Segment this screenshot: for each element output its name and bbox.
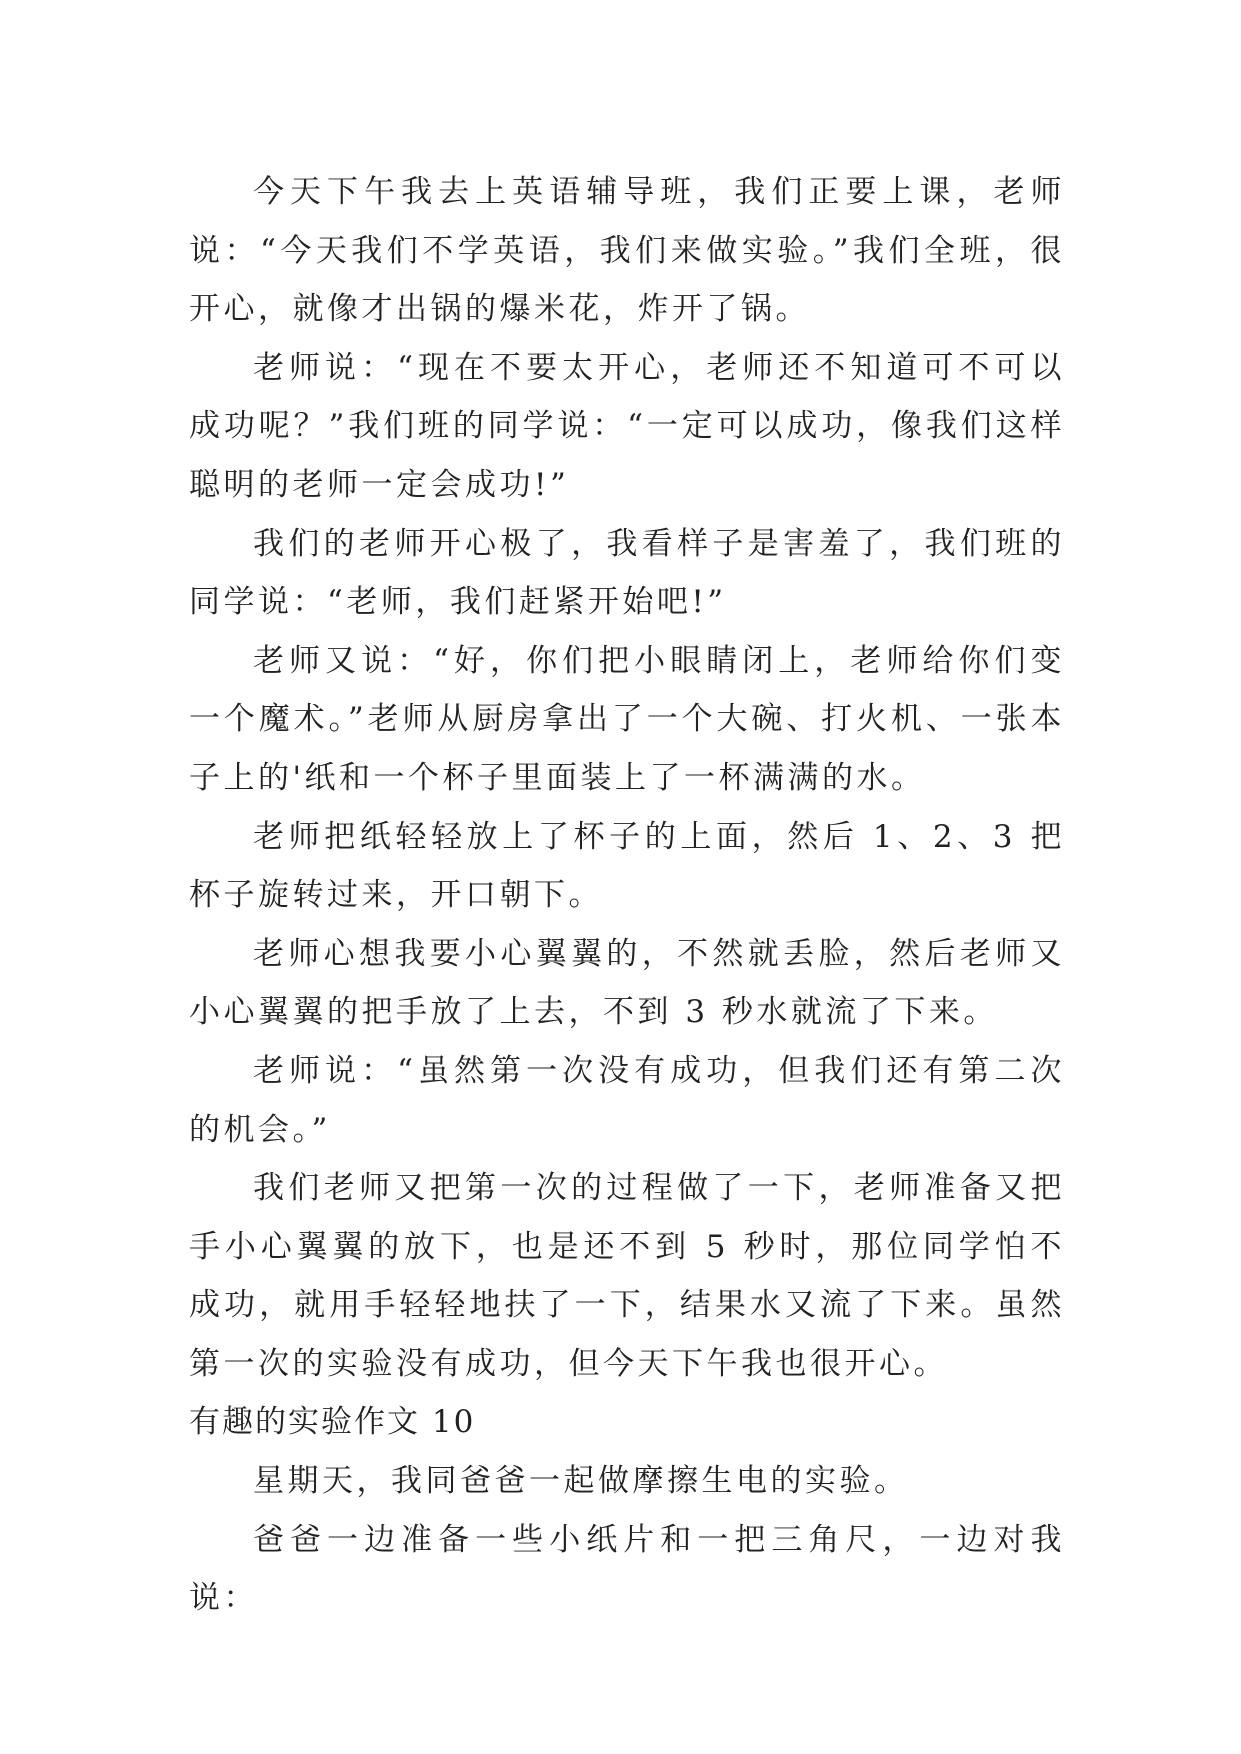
paragraph-4: 老师又说：“好，你们把小眼睛闭上，老师给你们变一个魔术。”老师从厨房拿出了一个大碗、打火机、一张本子上的'纸和一个杯子里面装上了一杯满满的水。 (189, 642, 1065, 796)
paragraph-7: 老师说：“虽然第一次没有成功，但我们还有第二次的机会。” (189, 1052, 1065, 1148)
document-body (189, 163, 1065, 1628)
paragraph-6: 老师心想我要小心翼翼的，不然就丢脸，然后老师又小心翼翼的把手放了上去，不到 3 秒水就流了下来。 (189, 935, 1065, 1031)
paragraph-5: 老师把纸轻轻放上了杯子的上面，然后 1、2、3 把杯子旋转过来，开口朝下。 (189, 818, 1065, 914)
paragraph-8: 我们老师又把第一次的过程做了一下，老师准备又把手小心翼翼的放下，也是还不到 5 秒时，那位同学怕不成功，就用手轻轻地扶了一下，结果水又流了下来。虽然第一次的实验没有成功，但今天下午我也很开心。 (189, 1170, 1065, 1382)
section-heading: 有趣的实验作文 10 (189, 1404, 476, 1441)
paragraph-1: 今天下午我去上英语辅导班，我们正要上课，老师说：“今天我们不学英语，我们来做实验。”我们全班，很开心，就像才出锅的爆米花，炸开了锅。 (189, 174, 1065, 328)
paragraph-3: 我们的老师开心极了，我看样子是害羞了，我们班的同学说：“老师，我们赶紧开始吧!” (189, 525, 1065, 621)
section-paragraph-1: 星期天，我同爸爸一起做摩擦生电的实验。 (253, 1463, 909, 1500)
paragraph-2: 老师说：“现在不要太开心，老师还不知道可不可以成功呢？”我们班的同学说：“一定可以成功，像我们这样聪明的老师一定会成功!” (189, 349, 1065, 503)
section-paragraph-2: 爸爸一边准备一些小纸片和一把三角尺，一边对我说： (189, 1521, 1065, 1617)
